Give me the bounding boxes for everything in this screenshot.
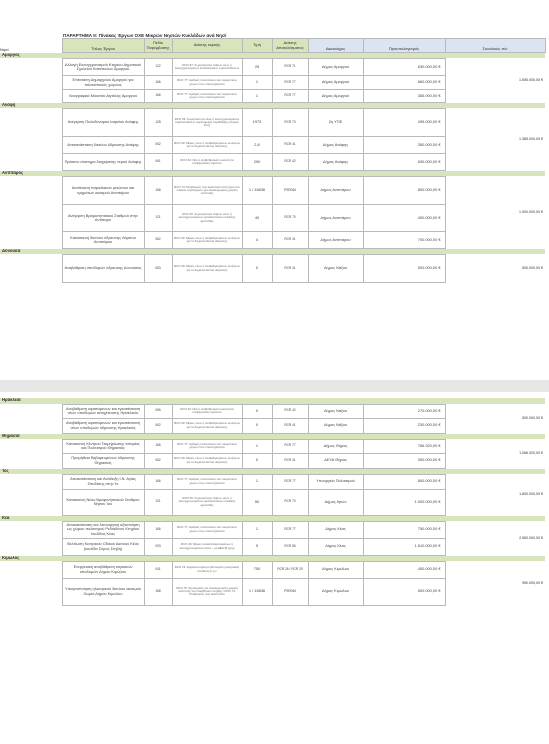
island-cell: [0, 489, 62, 515]
island-name: Θηρασιά: [0, 433, 545, 439]
intervention-field: 168: [144, 578, 172, 605]
intervention-field: 041: [144, 561, 172, 578]
project-title: Προμήθεια Βεβαρευμένων ύδρευσης Θηρασιάς: [62, 453, 144, 468]
project-budget: 630.000,00 €: [363, 154, 445, 171]
island-total-budget: 1.800.000,00 €: [445, 474, 545, 515]
output-indicator: RCO 32: Νέα ή αναβαθμισμένη ικανότητα επεξεργασίας λυμάτων: [172, 404, 242, 418]
island-cell: [0, 255, 62, 283]
table-row: [0, 404, 545, 418]
island-cell: [0, 474, 62, 489]
projects-table-page-1: [0, 38, 546, 283]
island-cell: [0, 232, 62, 249]
indicator-value: 2,8: [242, 137, 272, 154]
indicator-value: 750: [242, 561, 272, 578]
island-total-budget: 2.560.000,00 €: [445, 521, 545, 555]
result-indicator: RCR 56: [272, 538, 308, 555]
beneficiary: Δήμος Κέας: [308, 538, 363, 555]
beneficiary: Δήμος Νάξου: [308, 418, 363, 433]
result-indicator: RCR 77: [272, 90, 308, 103]
output-indicator: RCO 32: Νέα ή αναβαθμισμένη ικανότητα επεξεργασίας λυμάτων: [172, 154, 242, 171]
island-total-budget: 950.000,00 €: [445, 561, 545, 605]
output-indicator: RCO 77: Αριθμός πολιτιστικών και τουριστικών χώρων που υποστηρίζονται: [172, 521, 242, 538]
beneficiary: ΔΕΥΑ Θήρας: [308, 453, 363, 468]
beneficiary: Δήμος Αντιπάρου: [308, 177, 363, 205]
intervention-field: 121: [144, 205, 172, 232]
document-page-2: [0, 392, 549, 744]
island-cell: [0, 154, 62, 171]
indicator-value: 0: [242, 418, 272, 433]
project-budget: 1.810.000,00 €: [363, 538, 445, 555]
island-total-budget: 1.655.000,00 €: [445, 59, 545, 103]
project-budget: 1.000.000,00 €: [363, 489, 445, 515]
beneficiary: Δήμος Νάξου: [308, 255, 363, 283]
output-indicator: RCO 46: Μήκος ανακατασκευασμένων ή εκσυγχρονισμένων οδών - μη ΔΕΔ-Μ (χλμ): [172, 538, 242, 555]
project-title: Ανέγερση Πολυδύναμου Ιατρείου Ανάφης: [62, 109, 144, 137]
output-indicator: RCO 30: Μήκος νέων ή αναβαθμισμένων σωλήνων για τα δημόσια δίκτυα ύδρευσης: [172, 418, 242, 433]
table-body-page-1: [0, 53, 545, 283]
indicator-value: 1973: [242, 109, 272, 137]
project-title: Ανάπλαση παραλιακού μετώπου και τμημάτων οικισμού Αντιπάρου: [62, 177, 144, 205]
project-budget: 270.000,00 €: [363, 404, 445, 418]
output-indicator: RCO 30: Μήκος νέων ή αναβαθμισμένων σωλήνων για τα δημόσια δίκτυα ύδρευσης: [172, 232, 242, 249]
island-name: Δονούσα: [0, 249, 545, 255]
table-row: [0, 59, 545, 76]
annex-caption: ΠΑΡΑΡΤΗΜΑ ΙΙ: Πίνακας Έργων ΟΧΕ Μικρών Νησιών Κυκλάδων ανά Νησί: [63, 33, 227, 38]
island-cell: [0, 439, 62, 453]
island-cell: [0, 137, 62, 154]
project-title: Κατασκευή Νέου Βρεφονηπιακού Σταθμού Νήσου Ίου: [62, 489, 144, 515]
project-title: Λαογραφικό Μουσείο Αιγιάλης Αμοργού: [62, 90, 144, 103]
result-indicator: RCR 71: [272, 59, 308, 76]
output-indicator: RCO 69: Χωρητικότητα νέων ή εκσυγχρονισμένων εγκαταστάσεων υγειονομικής περίθαλψης (άτομα/έτος): [172, 109, 242, 137]
project-title: Υπογειοποίηση ηλεκτρικού δικτύου οικισμού Χωριό Δήμου Κιμώλου: [62, 578, 144, 605]
island-name: Κέα: [0, 515, 545, 521]
island-cell: [0, 109, 62, 137]
table-row: [0, 521, 545, 538]
intervention-field: 168: [144, 177, 172, 205]
indicator-value: 0: [242, 453, 272, 468]
intervention-field: 128: [144, 109, 172, 137]
island-cell: [0, 59, 62, 76]
beneficiary: Δήμος Ανάφης: [308, 137, 363, 154]
island-cell: [0, 453, 62, 468]
project-title: Αναβάθμιση υφιστάμενων και εγκατάσταση νέων υποδομών ύδρευσης Ηρακλειάς: [62, 418, 144, 433]
project-budget: 500.000,00 €: [363, 255, 445, 283]
project-title: Επέκταση Δημαρχείου Αμοργού για πολιτιστικούς χώρους: [62, 76, 144, 90]
intervention-field: 065: [144, 404, 172, 418]
result-indicator: RCR 41: [272, 137, 308, 154]
island-name: Αμοργός: [0, 53, 545, 59]
output-indicator: RCO 77: Αριθμός πολιτιστικών και τουριστικών χώρων που υποστηρίζονται: [172, 439, 242, 453]
beneficiary: 2η ΥΠΕ: [308, 109, 363, 137]
project-budget: 365.000,00 €: [363, 90, 445, 103]
projects-table-page-2: [0, 398, 545, 606]
indicator-value: 40: [242, 205, 272, 232]
island-cell: [0, 205, 62, 232]
result-indicator: RCR 41: [272, 453, 308, 468]
result-indicator: RCR 41: [272, 418, 308, 433]
indicator-value: 1: [242, 439, 272, 453]
project-budget: 660.000,00 €: [363, 76, 445, 90]
beneficiary: Δήμος Ιητών: [308, 489, 363, 515]
intervention-field: 062: [144, 232, 172, 249]
project-title: Πράσινο σύστημα διαχείρισης νερού Ανάφης: [62, 154, 144, 171]
intervention-field: 062: [144, 418, 172, 433]
project-title: Αντικατάσταση δικτύου ύδρευσης Ανάφης: [62, 137, 144, 154]
result-indicator: RCR 77: [272, 76, 308, 90]
beneficiary: Δήμος Ανάφης: [308, 154, 363, 171]
island-total-budget: 1.385.000,00 €: [445, 109, 545, 171]
island-total-budget: 1.066.320,00 €: [445, 439, 545, 468]
island-cell: [0, 561, 62, 578]
project-title: Βελτίωση Κεντρικού Οδικού Δικτύου Κέας (Ιουλίδα Σύρος Στηβή): [62, 538, 144, 555]
beneficiary: Δήμος Θήρας: [308, 439, 363, 453]
island-cell: [0, 538, 62, 555]
island-name: Ίος: [0, 468, 545, 474]
project-budget: 700.000,00 €: [363, 232, 445, 249]
result-indicator: RCR 77: [272, 439, 308, 453]
island-cell: [0, 76, 62, 90]
project-title: Αποκατάσταση και λειτουργική αξιοποίηση ως χώρου πολιτισμού Ρεδιαδίνου Κτηρίου Ιουλίδας Κέας: [62, 521, 144, 538]
beneficiary: Δήμος Κέας: [308, 521, 363, 538]
header-title: Τίτλος Έργου: [62, 39, 144, 53]
project-budget: 630.000,00 €: [363, 59, 445, 76]
output-indicator: RCO 67: Χωρητικότητα τάξεων νέων ή εκσυγχρονισμένων εκπαιδευτικών εγκαταστάσεων: [172, 59, 242, 76]
output-indicator: RCO 19: Δημόσια κτίρια με βελτιωμένη ενεργειακή απόδοση (τ.μ.): [172, 561, 242, 578]
output-indicator: RCO 66: Χωρητικότητα τάξεων νέων ή εκσυγχρονισμένων εγκαταστάσεων παιδικής φροντίδας: [172, 489, 242, 515]
table-row: [0, 439, 545, 453]
indicator-value: 4: [242, 232, 272, 249]
island-total-budget: 500.000,00 €: [445, 404, 545, 433]
project-title: Αναβάθμιση υποδομών ύδρευσης Δονούσας: [62, 255, 144, 283]
island-cell: [0, 521, 62, 538]
output-indicator: RCO 77: Αριθμός πολιτιστικών και τουριστικών χώρων που υποστηρίζονται: [172, 76, 242, 90]
island-cell: [0, 90, 62, 103]
result-indicator: RCR 42: [272, 404, 308, 418]
header-result: Δείκτης Αποτελέσματος: [272, 39, 308, 53]
project-budget: 766.320,00 €: [363, 439, 445, 453]
island-name: Ηρακλειά: [0, 398, 545, 404]
indicator-value: 1: [242, 521, 272, 538]
output-indicator: RCO 66: Χωρητικότητα τάξεων νέων ή εκσυγχρονισμένων εγκαταστάσεων παιδικής φροντίδας: [172, 205, 242, 232]
result-indicator: RCR 77: [272, 521, 308, 538]
indicator-value: 0: [242, 404, 272, 418]
project-budget: 300.000,00 €: [363, 453, 445, 468]
intervention-field: 061: [144, 154, 172, 171]
output-indicator: RCO 30: Μήκος νέων ή αναβαθμισμένων σωλήνων για τα δημόσια δίκτυα ύδρευσης: [172, 137, 242, 154]
intervention-field: 063: [144, 255, 172, 283]
table-row: [0, 177, 545, 205]
beneficiary: Δήμος Νάξου: [308, 404, 363, 418]
indicator-value: 1: [242, 474, 272, 489]
output-indicator: RCO 77: Αριθμός πολιτιστικών και τουριστικών χώρων που υποστηρίζονται: [172, 90, 242, 103]
result-indicator: RCR 26 / RCR 29: [272, 561, 308, 578]
result-indicator: RCR 41: [272, 255, 308, 283]
header-indicator: Δείκτης εκροής: [172, 39, 242, 53]
indicator-value: 1: [242, 90, 272, 103]
project-title: Αναβάθμιση υφιστάμενων και εγκατάσταση νέων υποδομών αποχέτευσης Ηρακλειάς: [62, 404, 144, 418]
header-budget: Προυπολογισμός: [363, 39, 445, 53]
beneficiary: Δήμος Αμοργού: [308, 59, 363, 76]
project-budget: 400.000,00 €: [363, 205, 445, 232]
header-total: Συνολικός π/υ: [445, 39, 545, 53]
intervention-field: 166: [144, 439, 172, 453]
project-title: Αποκατάσταση και Ανάδειξη Ι.Ν. Αγίας Θεοδότης στην Ίο: [62, 474, 144, 489]
header-island: Νησί: [0, 46, 9, 52]
project-title: Κατασκευή Κέντρου Τεκμηρίωσης Ιστορίας και Πολιτισμού Θηρασιάς: [62, 439, 144, 453]
result-indicator: RCR 70: [272, 205, 308, 232]
table-body-page-2: [0, 398, 545, 605]
beneficiary: Δήμος Κιμώλου: [308, 561, 363, 578]
project-title: Αλλαγή Εκσυγχρονισμού Κτηρίου Δημοτικού Σχολείου Κατάπολων Αμοργού: [62, 59, 144, 76]
intervention-field: 166: [144, 76, 172, 90]
result-indicator: PSR046: [272, 578, 308, 605]
beneficiary: Δήμος Αντιπάρου: [308, 232, 363, 249]
table-row: [0, 109, 545, 137]
output-indicator: RCO 30: Μήκος νέων ή αναβαθμισμένων σωλήνων για τα δημόσια δίκτυα ύδρευσης: [172, 453, 242, 468]
project-budget: 495.000,00 €: [363, 109, 445, 137]
indicator-value: 50: [242, 489, 272, 515]
project-budget: 800.000,00 €: [363, 474, 445, 489]
project-budget: 750.000,00 €: [363, 521, 445, 538]
table-row: [0, 474, 545, 489]
project-title: Ενεργειακή αναβάθμιση κτιριακών υποδομών Δήμου Κιμώλου: [62, 561, 144, 578]
indicator-value: 290: [242, 154, 272, 171]
island-name: Κίμωλος: [0, 555, 545, 561]
indicator-value: 25: [242, 59, 272, 76]
result-indicator: RCR 77: [272, 474, 308, 489]
island-cell: [0, 404, 62, 418]
project-budget: 230.000,00 €: [363, 418, 445, 433]
result-indicator: RCR 73: [272, 109, 308, 137]
beneficiary: Δήμος Αμοργού: [308, 76, 363, 90]
indicator-value: 5: [242, 538, 272, 555]
intervention-field: 166: [144, 474, 172, 489]
header-beneficiary: Δικαιούχος: [308, 39, 363, 53]
intervention-field: 166: [144, 90, 172, 103]
intervention-field: 122: [144, 59, 172, 76]
island-cell: [0, 177, 62, 205]
project-budget: 450.000,00 €: [363, 561, 445, 578]
output-indicator: RCO 77: Αριθμός πολιτιστικών και τουριστικών χώρων που υποστηρίζονται: [172, 474, 242, 489]
output-indicator: RCO 75: Στρατηγικές για ολοκληρωμένη χωρική ανάπτυξη που λαμβάνουν στήριξη / RCO 74: Πληθυσμός που καλύπτεται: [172, 578, 242, 605]
beneficiary: Δήμος Αμοργού: [308, 90, 363, 103]
island-name: Ανάφη: [0, 103, 545, 109]
intervention-field: 062: [144, 453, 172, 468]
result-indicator: RCR 70: [272, 489, 308, 515]
indicator-value: 1: [242, 76, 272, 90]
beneficiary: Δήμος Αντιπάρου: [308, 205, 363, 232]
indicator-value: 1 / 16636: [242, 177, 272, 205]
result-indicator: PSR046: [272, 177, 308, 205]
intervention-field: 062: [144, 137, 172, 154]
island-cell: [0, 418, 62, 433]
beneficiary: Δήμος Κιμώλου: [308, 578, 363, 605]
intervention-field: 121: [144, 489, 172, 515]
header-value: Τιμή: [242, 39, 272, 53]
output-indicator: RCO 30: Μήκος νέων ή αναβαθμισμένων σωλήνων για τα δημόσια δίκτυα ύδρευσης: [172, 255, 242, 283]
project-budget: 800.000,00 €: [363, 177, 445, 205]
table-row: [0, 561, 545, 578]
island-cell: [0, 578, 62, 605]
header-field: Πεδίο Παρέμβασης: [144, 39, 172, 53]
beneficiary: Υπουργείο Πολιτισμού: [308, 474, 363, 489]
indicator-value: 1 / 16636: [242, 578, 272, 605]
table-row: [0, 255, 545, 283]
project-budget: 350.000,00 €: [363, 137, 445, 154]
intervention-field: 166: [144, 521, 172, 538]
result-indicator: RCR 42: [272, 154, 308, 171]
island-total-budget: 1.900.000,00 €: [445, 177, 545, 249]
island-name: Αντίπαρος: [0, 171, 545, 177]
intervention-field: 093: [144, 538, 172, 555]
island-total-budget: 500.000,00 €: [445, 255, 545, 283]
project-title: Ανέγερση Βρεφονηπιακού Σταθμού στην Αντίπαρο: [62, 205, 144, 232]
output-indicator: RCO 74: Πληθυσμός που καλύπτεται από έργα στο πλαίσιο στρατηγικών για ολοκληρωμένη χωρική ανάπτυξη: [172, 177, 242, 205]
result-indicator: RCR 41: [272, 232, 308, 249]
project-title: Κατασκευή δικτύου ύδρευσης Λάμπου Αντιπάρου: [62, 232, 144, 249]
project-budget: 500.000,00 €: [363, 578, 445, 605]
indicator-value: 0: [242, 255, 272, 283]
